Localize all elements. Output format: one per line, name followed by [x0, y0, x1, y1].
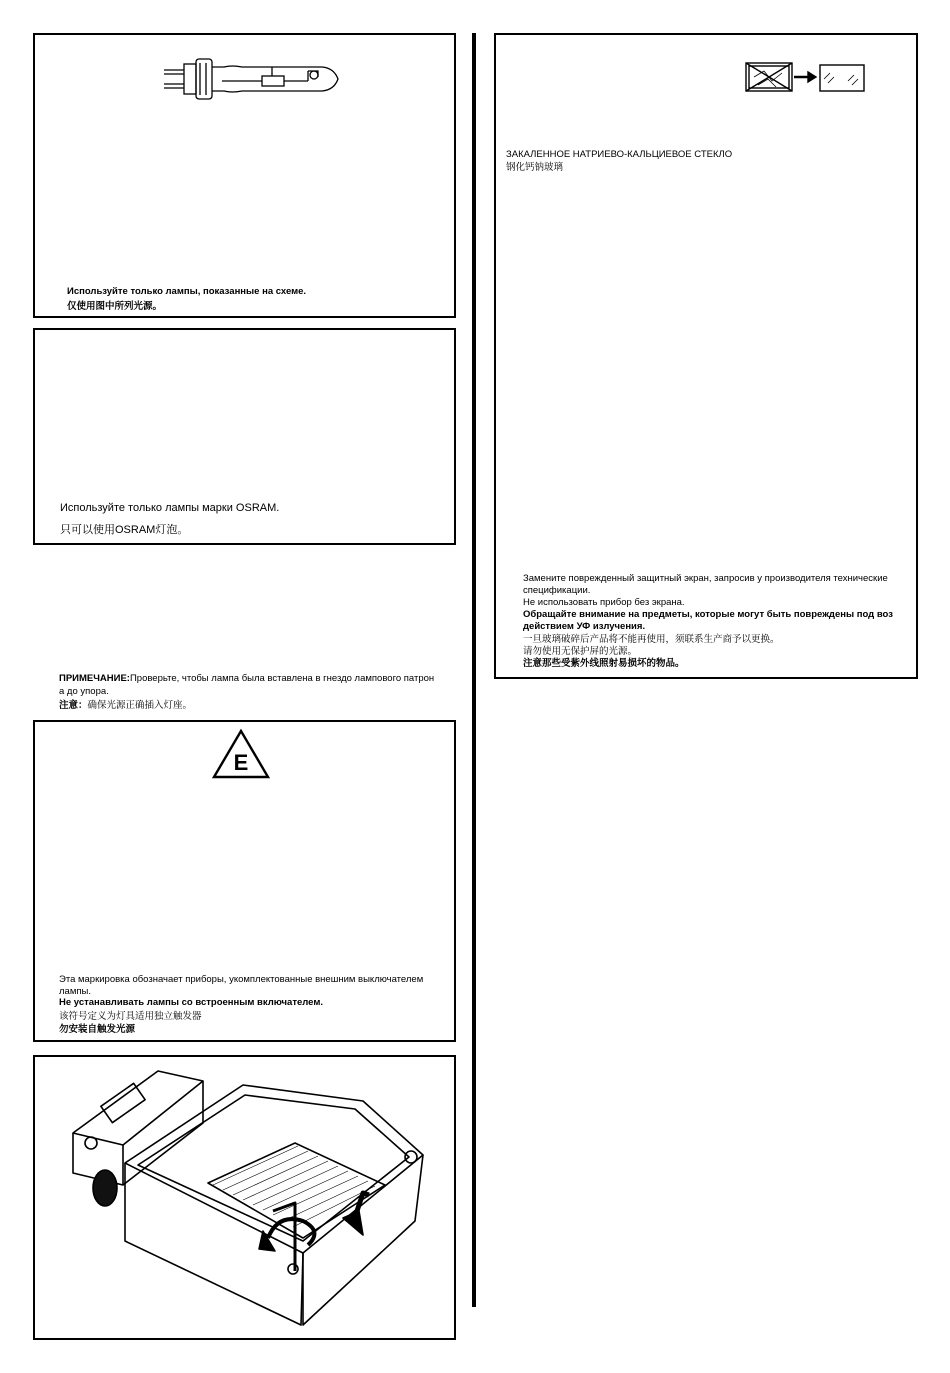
glass-zh-2: 请勿使用无保护屏的光源。 — [523, 646, 638, 657]
glass-line-1: Замените поврежденный защитный экран, запросив у производителя технические — [523, 573, 888, 584]
column-divider — [472, 33, 476, 1307]
glass-zh-1: 一旦玻璃破碎后产品将不能再使用，须联系生产商予以更换。 — [523, 634, 780, 645]
note-text-2: а до упора. — [59, 686, 109, 697]
e-text-4-zh: 该符号定义为灯具适用独立触发器 — [59, 1011, 202, 1022]
osram-warning-ru: Используйте только лампы марки OSRAM. — [60, 502, 280, 514]
note-text-1: Проверьте, чтобы лампа была вставлена в гнездо лампового патрон — [129, 673, 435, 684]
glass-bold-2: действием УФ излучения. — [523, 621, 646, 632]
e-text-1: Эта маркировка обозначает приборы, укомплектованные внешним выключателем — [59, 974, 424, 985]
glass-zh-bold: 注意那些受紫外线照射易损坏的物品。 — [523, 658, 685, 669]
lamp-warning-ru: Используйте только лампы, показанные на схеме. — [67, 286, 307, 297]
glass-title-ru: ЗАКАЛЕННОЕ НАТРИЕВО-КАЛЬЦИЕВОЕ СТЕКЛО — [506, 149, 733, 160]
e-symbol-letter: E — [233, 750, 249, 775]
e-text-5-zh: 勿安装自触发光源 — [59, 1024, 136, 1035]
note-line-1 — [59, 673, 434, 685]
luminaire-panel — [33, 1055, 456, 1340]
osram-warning-zh: 只可以使用OSRAM灯泡。 — [60, 524, 189, 536]
e-symbol-panel — [33, 720, 456, 1042]
glass-panel — [494, 33, 918, 679]
glass-line-2: спецификации. — [523, 585, 591, 596]
e-text-3: Не устанавливать лампы со встроенным включателем. — [59, 997, 324, 1008]
note-zh — [59, 700, 192, 712]
glass-title-zh: 钢化钙钠玻璃 — [506, 162, 564, 173]
metal-halide-lamp-icon — [162, 55, 342, 101]
note-zh-text: 确保光源正确插入灯座。 — [87, 700, 193, 711]
note-zh-label: 注意： — [59, 700, 88, 711]
osram-panel — [33, 328, 456, 545]
lamp-panel — [33, 33, 456, 318]
luminaire-illustration — [63, 1063, 433, 1335]
note-label: ПРИМЕЧАНИЕ: — [59, 673, 130, 684]
glass-bold-1: Обращайте внимание на предметы, которые могут быть повреждены под воз — [523, 609, 893, 620]
e-triangle-icon — [211, 728, 271, 780]
glass-replacement-icon — [744, 59, 868, 95]
glass-line-3: Не использовать прибор без экрана. — [523, 597, 685, 608]
e-text-2: лампы. — [59, 986, 91, 997]
lamp-warning-zh: 仅使用图中所列光源。 — [67, 301, 163, 312]
